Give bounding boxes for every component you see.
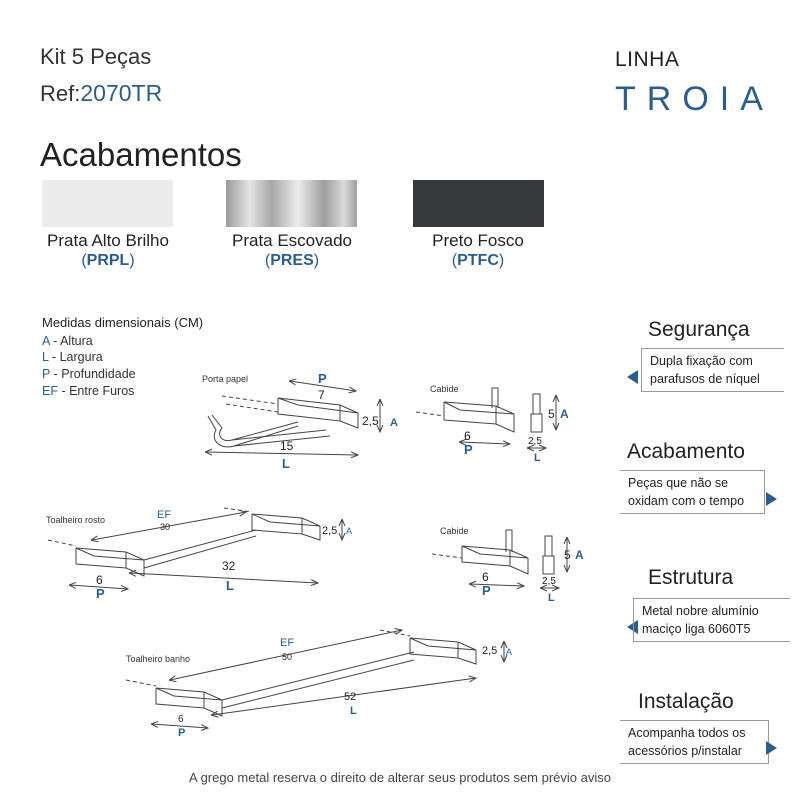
toalheiro-rosto-ef: EF xyxy=(157,509,172,521)
toalheiro-rosto-p-val: 6 xyxy=(96,573,103,587)
toalheiro-banho-a-val: 2,5 xyxy=(482,645,498,657)
cabide-2-l: L xyxy=(548,592,555,604)
toalheiro-banho-ef: EF xyxy=(280,637,295,649)
toalheiro-rosto-ef-val: 30 xyxy=(160,522,171,532)
toalheiro-rosto-label: Toalheiro rosto xyxy=(46,515,106,525)
toalheiro-banho-l-val: 52 xyxy=(344,691,357,703)
ref-label: Ref: xyxy=(40,81,81,106)
finish-code-pres: (PRES) xyxy=(264,252,320,269)
footer-disclaimer: A grego metal reserva o direito de alterar seus produtos sem prévio aviso xyxy=(189,770,611,785)
toalheiro-rosto-l: L xyxy=(226,578,234,593)
feature-acabamento-box: Peças que não se oxidam com o tempo xyxy=(620,470,765,514)
toalheiro-rosto-a-val: 2,5 xyxy=(322,525,338,537)
legend-profundidade: P - Profundidade xyxy=(42,367,136,381)
finish-name-pres: Prata Escovado xyxy=(231,231,352,250)
cabide-1-p: P xyxy=(464,442,473,457)
cabide-1-l-val: 2,5 xyxy=(528,436,542,447)
porta-papel-l: L xyxy=(282,456,290,471)
linha-label: LINHA xyxy=(615,48,680,71)
arrow-right-icon xyxy=(766,741,777,755)
porta-papel-p: P xyxy=(318,371,327,386)
finish-code-prpl: (PRPL) xyxy=(81,252,135,269)
toalheiro-banho-label: Toalheiro banho xyxy=(126,654,191,664)
porta-papel-l-val: 15 xyxy=(280,439,294,453)
feature-acabamento-title: Acabamento xyxy=(627,440,745,463)
finish-code-ptfc: (PTFC) xyxy=(451,252,505,269)
porta-papel-a: A xyxy=(390,417,398,429)
cabide-2-a: A xyxy=(575,548,584,562)
porta-papel-a-val: 2,5 xyxy=(362,414,379,428)
finishes-title: Acabamentos xyxy=(40,136,242,173)
porta-papel-p-val: 7 xyxy=(318,388,325,402)
feature-estrutura-box: Metal nobre alumínio maciço liga 6060T5 xyxy=(633,598,790,642)
troia-brand: TROIA xyxy=(615,80,774,118)
cabide-2-p-val: 6 xyxy=(482,570,489,584)
cabide-2-label: Cabide xyxy=(440,526,469,536)
toalheiro-rosto-p: P xyxy=(96,586,105,601)
porta-papel-label: Porta papel xyxy=(202,374,249,384)
toalheiro-banho-p: P xyxy=(178,727,186,739)
toalheiro-banho-l: L xyxy=(350,705,357,717)
finish-name-prpl: Prata Alto Brilho xyxy=(47,231,169,250)
feature-seguranca-box: Dupla fixação com parafusos de níquel xyxy=(641,348,784,392)
cabide-1-label: Cabide xyxy=(430,384,459,394)
feature-estrutura-title: Estrutura xyxy=(648,566,734,589)
finish-name-ptfc: Preto Fosco xyxy=(432,231,524,250)
cabide-2-l-val: 2,5 xyxy=(542,576,556,587)
legend-entre-furos: EF - Entre Furos xyxy=(42,384,135,398)
legend-largura: L - Largura xyxy=(42,350,103,364)
cabide-2-p: P xyxy=(482,583,491,598)
arrow-right-icon xyxy=(766,492,777,506)
cabide-1-a-val: 5 xyxy=(548,407,555,421)
legend-altura: A - Altura xyxy=(42,334,93,348)
feature-instalacao-title: Instalação xyxy=(638,690,734,713)
toalheiro-rosto-l-val: 32 xyxy=(222,559,236,573)
toalheiro-banho-a: A xyxy=(506,647,513,657)
cabide-1-l: L xyxy=(534,452,541,464)
ref-code: 2070TR xyxy=(80,80,163,106)
kit-title: Kit 5 Peças xyxy=(40,44,152,69)
cabide-1-p-val: 6 xyxy=(464,429,471,443)
toalheiro-banho-p-val: 6 xyxy=(178,714,184,725)
cabide-2-a-val: 5 xyxy=(564,548,571,562)
toalheiro-banho-ef-val: 50 xyxy=(282,652,293,662)
feature-instalacao-box: Acompanha todos os acessórios p/instalar xyxy=(620,720,769,764)
arrow-left-icon xyxy=(627,370,638,384)
cabide-1-a: A xyxy=(560,407,569,421)
feature-seguranca-title: Segurança xyxy=(648,318,750,341)
toalheiro-rosto-a: A xyxy=(346,526,353,536)
dimensions-title: Medidas dimensionais (CM) xyxy=(42,315,204,330)
